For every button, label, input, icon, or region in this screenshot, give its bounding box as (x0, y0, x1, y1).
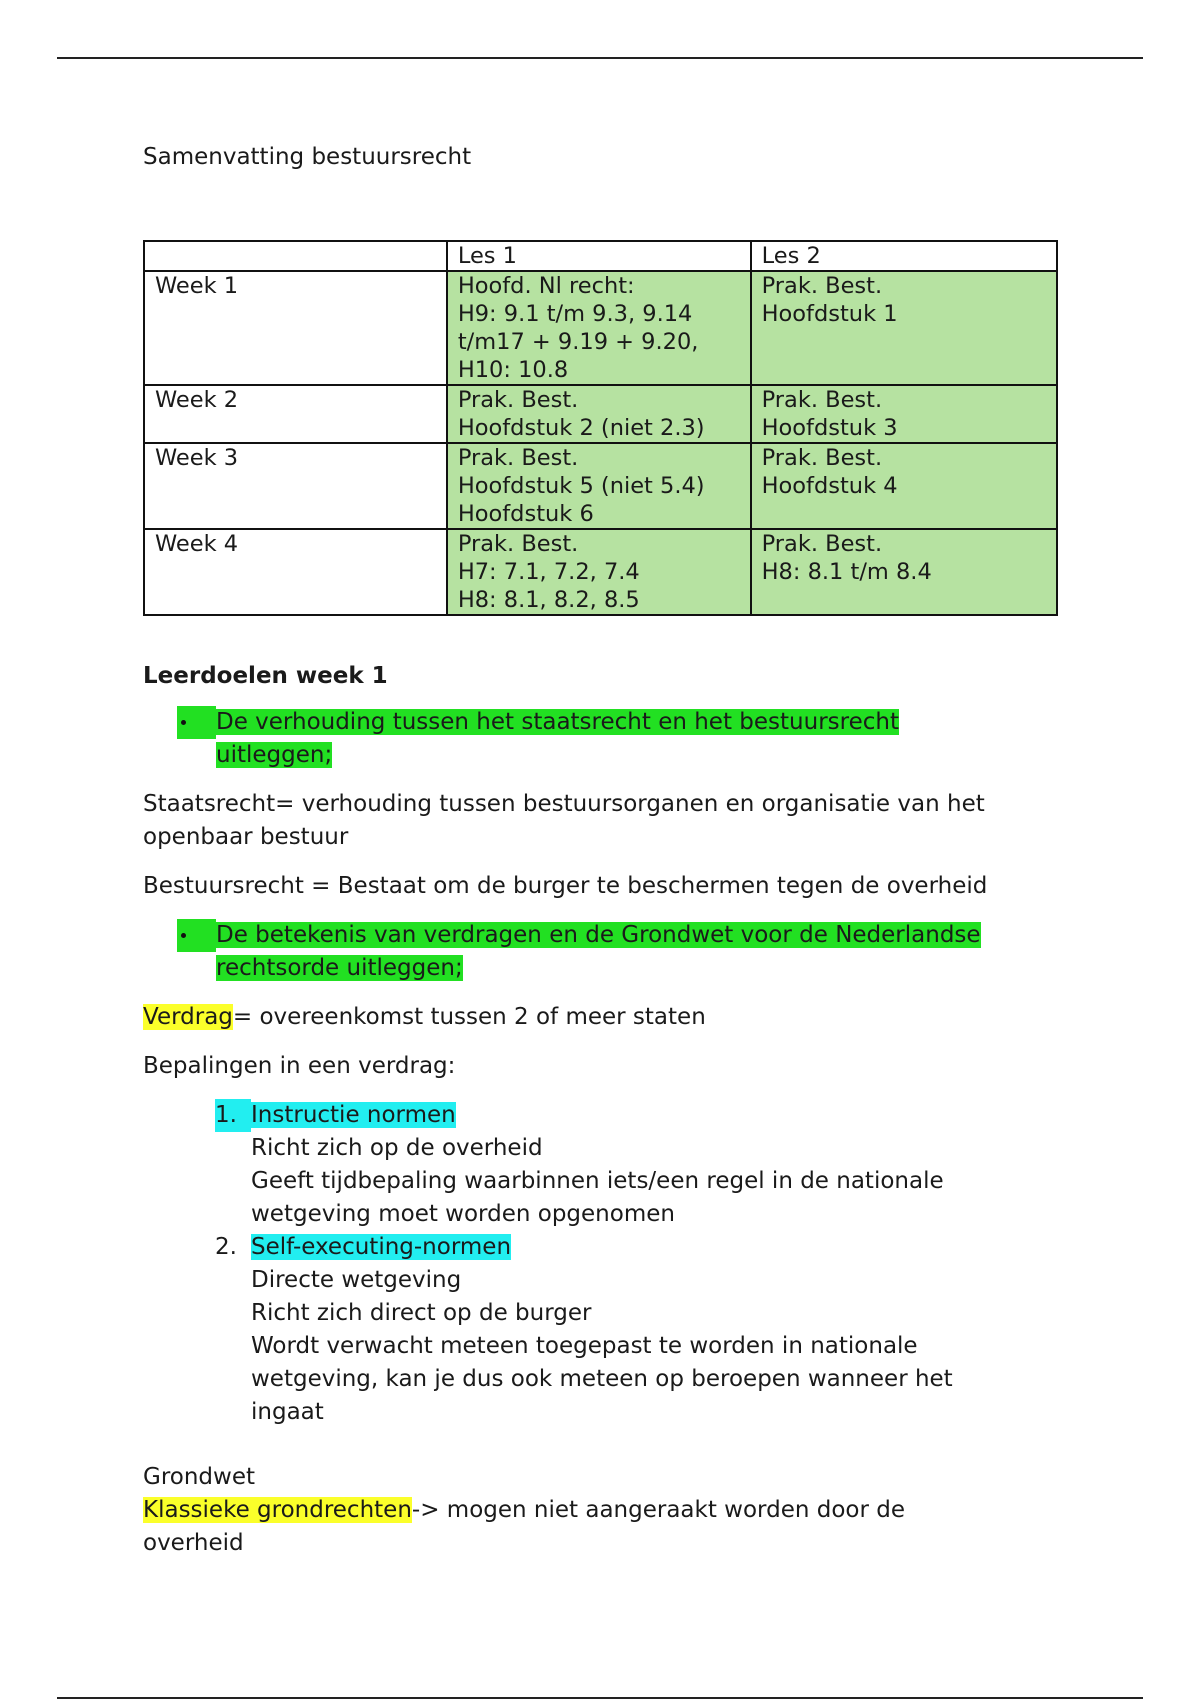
cell-line: t/m17 + 9.19 + 9.20, (457, 329, 699, 355)
cell-line: H10: 10.8 (457, 357, 569, 383)
list-item (215, 1231, 1063, 1429)
les1-cell (447, 443, 751, 529)
page-title: Samenvatting bestuursrecht (143, 144, 472, 170)
list-item-line: ingaat (251, 1399, 324, 1425)
cell-line: Prak. Best. (761, 531, 883, 557)
bestuursrecht-paragraph: Bestuursrecht = Bestaat om de burger te beschermen tegen de overheid (143, 873, 988, 899)
list-number: 2. (215, 1234, 237, 1260)
cell-line: Prak. Best. (761, 445, 883, 471)
list-item-title: Instructie normen (251, 1102, 456, 1128)
goal-text: De betekenis van verdragen en de Grondwet voor de Nederlandse (216, 922, 981, 948)
list-item-line: wetgeving moet worden opgenomen (251, 1201, 675, 1227)
document-body (143, 660, 1063, 1560)
list-item-title: Self-executing-normen (251, 1234, 512, 1260)
spacer (143, 1429, 1063, 1461)
table-header-row (144, 241, 1057, 271)
cell-line: Hoofdstuk 4 (761, 473, 898, 499)
staatsrecht-paragraph (143, 788, 1063, 854)
list-item-line: wetgeving, kan je dus ook meteen op beroepen wanneer het (251, 1366, 953, 1392)
cell-line: H8: 8.1, 8.2, 8.5 (457, 587, 640, 613)
paragraph-line: openbaar bestuur (143, 824, 349, 850)
cell-line: Hoofd. Nl recht: (457, 273, 635, 299)
table-header-cell: Les 2 (751, 241, 1057, 271)
table-row (144, 271, 1057, 385)
bepalingen-paragraph: Bepalingen in een verdrag: (143, 1053, 456, 1079)
table-row (144, 529, 1057, 615)
list-item-line: Wordt verwacht meteen toegepast te worden in nationale (251, 1333, 918, 1359)
header-rule (57, 57, 1143, 59)
cell-line: Hoofdstuk 6 (457, 501, 594, 527)
klassieke-grondrechten (143, 1494, 1063, 1560)
cell-line: Prak. Best. (761, 387, 883, 413)
week-cell: Week 4 (144, 529, 447, 615)
bullet-dot-icon (177, 919, 216, 952)
list-item-line: Richt zich direct op de burger (251, 1300, 592, 1326)
cell-line: Prak. Best. (761, 273, 883, 299)
les1-cell (447, 385, 751, 443)
week-cell: Week 2 (144, 385, 447, 443)
cell-line: Prak. Best. (457, 531, 579, 557)
goal-text: rechtsorde uitleggen; (216, 955, 463, 981)
cell-line: Hoofdstuk 5 (niet 5.4) (457, 473, 705, 499)
grondwet-heading: Grondwet (143, 1464, 256, 1490)
cell-line: H8: 8.1 t/m 8.4 (761, 559, 932, 585)
cell-line: H9: 9.1 t/m 9.3, 9.14 (457, 301, 693, 327)
list-item-line: Directe wetgeving (251, 1267, 462, 1293)
definition-text: overheid (143, 1530, 244, 1556)
cell-line: Hoofdstuk 3 (761, 415, 898, 441)
cell-line: Hoofdstuk 1 (761, 301, 898, 327)
table-row (144, 443, 1057, 529)
cell-line: Hoofdstuk 2 (niet 2.3) (457, 415, 705, 441)
footer-rule (57, 1697, 1143, 1699)
table-header-cell: Les 1 (447, 241, 751, 271)
goal-text: uitleggen; (216, 742, 333, 768)
cell-line: Prak. Best. (457, 445, 579, 471)
table-row (144, 385, 1057, 443)
cell-line: Prak. Best. (457, 387, 579, 413)
highlighted-term: Verdrag (143, 1004, 233, 1030)
numbered-list (143, 1099, 1063, 1429)
les2-cell (751, 529, 1057, 615)
section-heading: Leerdoelen week 1 (143, 663, 388, 689)
list-number: 1. (215, 1099, 251, 1132)
goal-text: De verhouding tussen het staatsrecht en het bestuursrecht (216, 709, 899, 735)
cell-line: H7: 7.1, 7.2, 7.4 (457, 559, 640, 585)
week-cell: Week 3 (144, 443, 447, 529)
week-cell: Week 1 (144, 271, 447, 385)
les2-cell (751, 443, 1057, 529)
learning-goal-1 (143, 706, 1063, 772)
definition-text: = overeenkomst tussen 2 of meer staten (232, 1004, 706, 1030)
definition-text: -> mogen niet aangeraakt worden door de (411, 1497, 905, 1523)
les2-cell (751, 385, 1057, 443)
list-item (215, 1099, 1063, 1231)
list-item-line: Geeft tijdbepaling waarbinnen iets/een regel in de nationale (251, 1168, 944, 1194)
list-item-line: Richt zich op de overheid (251, 1135, 543, 1161)
paragraph-line: Staatsrecht= verhouding tussen bestuursorganen en organisatie van het (143, 791, 985, 817)
table-header-cell (144, 241, 447, 271)
learning-goal-2 (143, 919, 1063, 985)
les2-cell (751, 271, 1057, 385)
highlighted-term: Klassieke grondrechten (143, 1497, 412, 1523)
les1-cell (447, 529, 751, 615)
les1-cell (447, 271, 751, 385)
verdrag-definition (143, 1001, 1063, 1034)
bullet-dot-icon (177, 706, 216, 739)
schedule-table (143, 240, 1058, 616)
